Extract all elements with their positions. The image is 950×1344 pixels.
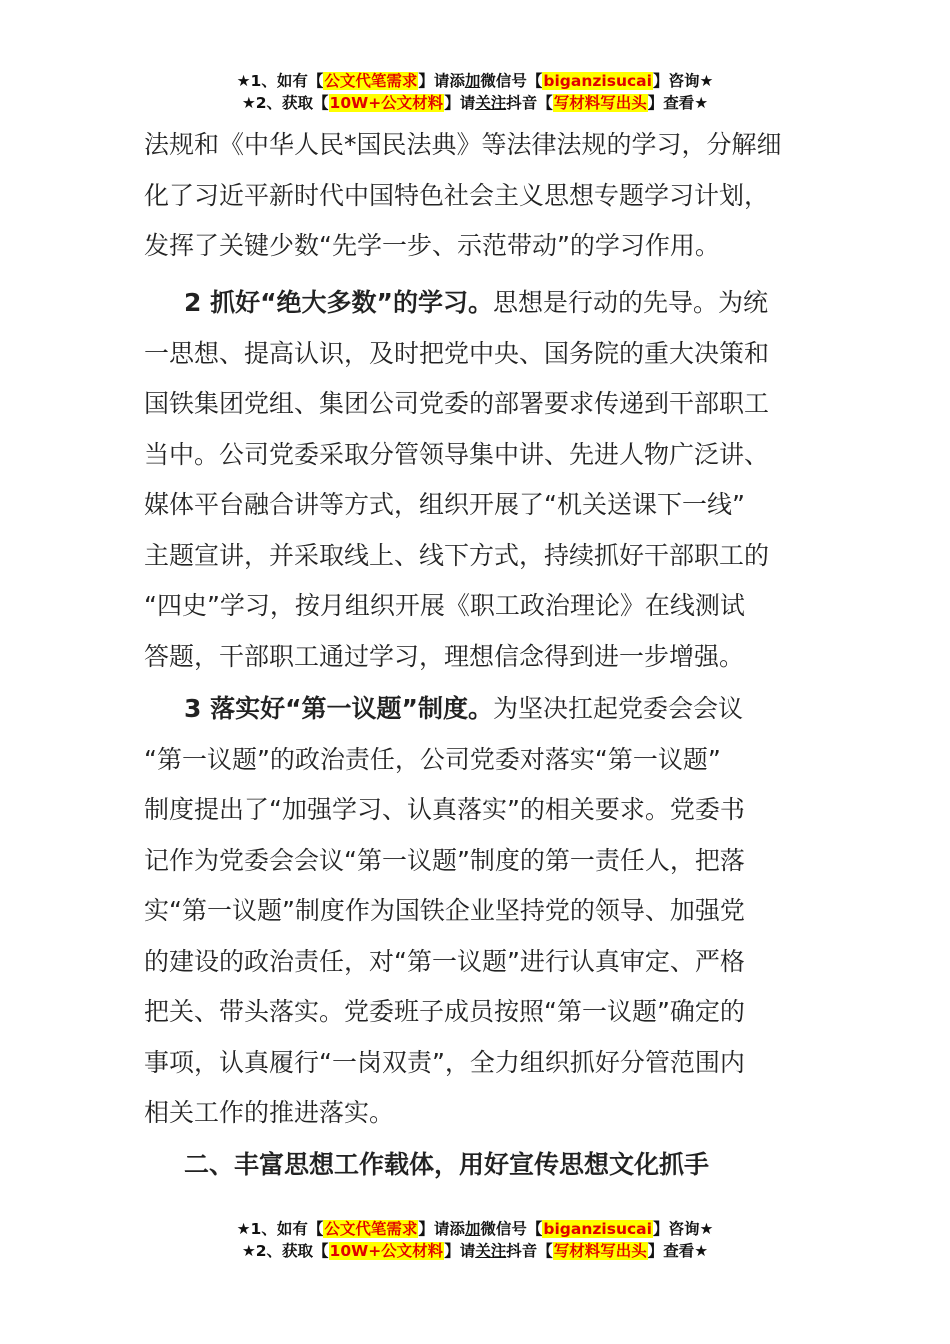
text-line: 制度提出了“加强学习、认真落实”的相关要求。党委书 [144, 795, 745, 824]
paragraph-continuation [144, 120, 814, 272]
promo-text: 】请添 [418, 1220, 465, 1238]
text-line: 媒体平台融合讲等方式，组织开展了“机关送课下一线” [144, 490, 745, 519]
promo-text: 】请 [444, 94, 476, 112]
promo-text: 】咨询★ [652, 1220, 714, 1238]
text-line: 国铁集团党组、集团公司党委的部署要求传递到干部职工 [144, 389, 770, 418]
promo-text: ★2、获取【 [241, 94, 329, 112]
text-line: 一思想、提高认识，及时把党中央、国务院的重大决策和 [144, 338, 770, 368]
text-line: 思想是行动的先导。为统 [492, 288, 768, 317]
paragraph-2 [144, 278, 814, 682]
text-line: 实“第一议题”制度作为国铁企业坚持党的领导、加强党 [144, 896, 745, 925]
paragraph-3 [144, 684, 814, 1139]
promo-text: 微信号【 [480, 72, 543, 90]
promo-highlight: 10W+公文材料 [329, 1242, 444, 1260]
promo-text: 抖音【 [506, 1242, 553, 1260]
promo-text: ★2、获取【 [241, 1242, 329, 1260]
promo-underline: 关注 [475, 94, 507, 112]
document-body [144, 120, 814, 272]
bottom-promo-banner [0, 1218, 950, 1262]
promo-highlight: 10W+公文材料 [329, 94, 444, 112]
promo-underline: 加 [464, 1220, 481, 1238]
promo-text: 】请添 [418, 72, 465, 90]
promo-text: ★1、如有【 [236, 1220, 324, 1238]
promo-line-2 [0, 92, 950, 114]
text-line: 发挥了关键少数“先学一步、示范带动”的学习作用。 [144, 231, 720, 260]
promo-text: 微信号【 [480, 1220, 543, 1238]
promo-line-1 [0, 70, 950, 92]
text-line: 的建设的政治责任，对“第一议题”进行认真审定、严格 [144, 946, 745, 976]
text-line: 事项，认真履行“一岗双责”，全力组织抓好分管范围内 [144, 1047, 745, 1077]
promo-text: 】查看★ [647, 94, 709, 112]
text-line: “第一议题”的政治责任，公司党委对落实“第一议题” [144, 744, 721, 774]
promo-line-2 [0, 1240, 950, 1262]
promo-text: 】请 [444, 1242, 476, 1260]
text-line: 记作为党委会会议“第一议题”制度的第一责任人，把落 [144, 845, 745, 875]
text-line: 把关、带头落实。党委班子成员按照“第一议题”确定的 [144, 997, 745, 1026]
top-promo-banner [0, 70, 950, 114]
text-line: 答题，干部职工通过学习，理想信念得到进一步增强。 [144, 641, 745, 671]
paragraph-grasp-majority [144, 278, 814, 682]
text-line: 当中。公司党委采取分管领导集中讲、先进人物广泛讲、 [144, 439, 770, 469]
promo-text: 】查看★ [647, 1242, 709, 1260]
promo-text: ★1、如有【 [236, 72, 324, 90]
promo-underline: 关注 [475, 1242, 507, 1260]
promo-douyin-id: 写材料写出头 [553, 94, 647, 112]
promo-underline: 加 [464, 72, 481, 90]
text-line: 主题宣讲，并采取线上、线下方式，持续抓好干部职工的 [144, 540, 770, 570]
text-line: 相关工作的推进落实。 [144, 1098, 395, 1127]
text-line: 法规和《中华人民*国民法典》等法律法规的学习，分解细 [144, 130, 782, 159]
promo-highlight: 公文代笔需求 [324, 72, 418, 90]
section-heading: 二、丰富思想工作载体，用好宣传思想文化抓手 [184, 1150, 710, 1179]
paragraph-lead: 3 落实好“第一议题”制度。 [184, 694, 493, 723]
promo-line-1 [0, 1218, 950, 1240]
promo-highlight: 公文代笔需求 [324, 1220, 418, 1238]
text-line: 为坚决扛起党委会会议 [492, 694, 743, 723]
promo-wechat-id: biganzisucai [543, 72, 652, 90]
promo-text: 抖音【 [506, 94, 553, 112]
text-line: 化了习近平新时代中国特色社会主义思想专题学习计划， [144, 180, 770, 210]
promo-douyin-id: 写材料写出头 [553, 1242, 647, 1260]
text-line: “四史”学习，按月组织开展《职工政治理论》在线测试 [144, 591, 745, 620]
promo-wechat-id: biganzisucai [543, 1220, 652, 1238]
paragraph-lead: 2 抓好“绝大多数”的学习。 [184, 288, 493, 317]
promo-text: 】咨询★ [652, 72, 714, 90]
paragraph-first-topic [144, 684, 814, 1139]
